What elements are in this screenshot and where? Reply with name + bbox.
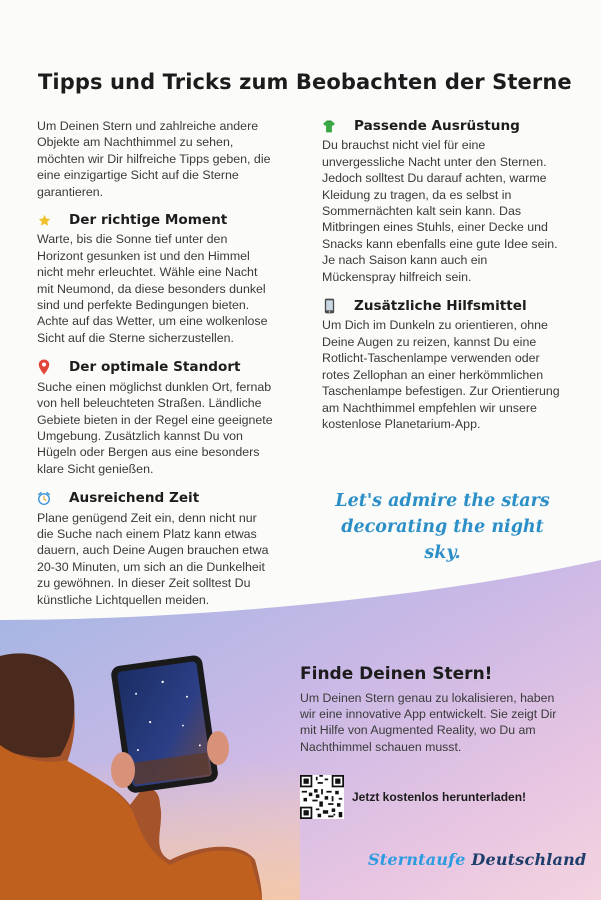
section-right-moment [37,212,275,346]
section-equipment [322,118,562,285]
section-heading: Zusätzliche Hilfsmittel [354,298,527,315]
section-heading: Passende Ausrüstung [354,118,520,134]
section-heading: Ausreichend Zeit [69,490,200,507]
quote-line-2: decorating the night sky. [341,517,544,563]
section-text: Um Dich im Dunkeln zu orientieren, ohne Deine Augen zu reizen, kannst Du eine Rotlicht-Taschenlampe verwenden oder rotes Zellophan an einer herkömmlichen Taschenlampe befestigen. Zur Orientierung am Nachthimmel empfehlen wir unsere kostenlose Planetarium-App. [322,318,560,431]
promo-heading: Finde Deinen Stern! [300,664,493,684]
right-column [322,118,562,445]
promo-text: Um Deinen Stern genau zu lokalisieren, haben wir eine innovative App entwickelt. Sie zeigt Dir mit Hilfe von Augmented Reality, wo Du am Nachthimmel schauen musst. [300,691,557,754]
smartphone-icon [322,298,336,314]
section-text: Du brauchst nicht viel für eine unvergessliche Nacht unter den Sternen. Jedoch solltest Du darauf achten, warme Kleidung zu tragen, da es selbst in Sommernächten kalt sein kann. Das Mitbringen eines Stuhls, einer Decke und Snacks kann ebenfalls eine gute Idee sein. Je nach Saison kann auch ein Mückenspray hilfreich sein. [322,138,558,284]
quote-line-1: Let's admire the stars [335,491,550,511]
qr-code[interactable] [300,775,344,819]
promo-block [300,664,570,755]
script-quote [330,488,555,566]
section-text: Warte, bis die Sonne tief unter den Horizont gesunken ist und den Himmel nicht mehr erleuchtet. Wähle eine Nacht mit Neumond, da diese besonders dunkel sind und perfekte Bedingungen bieten. Achte auf das Wetter, um eine wolkenlose Sicht auf die Sterne sicherzustellen. [37,232,268,345]
section-heading: Der richtige Moment [69,212,228,229]
section-tools [322,298,562,432]
brand-part-2: Deutschland [471,850,587,869]
app-promo-section [0,560,601,900]
left-column [37,118,275,621]
section-location [37,359,275,477]
star-icon [37,212,51,228]
intro-text: Um Deinen Stern und zahlreiche andere Objekte am Nachthimmel zu sehen, möchten wir Dir hilfreiche Tipps geben, die eine einzigartige Sicht auf die Sterne garantieren. [37,119,271,199]
clothing-icon [322,118,336,134]
brand-part-1: Sterntaufe [368,850,466,869]
brand-logo [368,850,586,869]
section-text: Suche einen möglichst dunklen Ort, fernab von hell beleuchteten Straßen. Ländliche Gebiete bieten in der Regel eine geeignete Umgebung. Zusätzlich kannst Du von Hügeln oder Bergen aus eine besonders klare Sicht genießen. [37,379,273,476]
download-row[interactable] [300,775,526,819]
alarm-clock-icon [37,490,51,506]
download-cta[interactable]: Jetzt kostenlos herunterladen! [352,790,527,804]
location-pin-icon [37,359,51,375]
section-heading: Der optimale Standort [69,359,241,376]
page-title: Tipps und Tricks zum Beobachten der Sterne [38,70,572,94]
section-text: Plane genügend Zeit ein, denn nicht nur die Suche nach einem Platz kann etwas dauern, auch Deine Augen brauchen etwa 20-30 Minuten, um sich an die Dunkelheit zu gewöhnen. In dieser Zeit solltest Du künstliche Lichtquellen meiden. [37,510,269,607]
